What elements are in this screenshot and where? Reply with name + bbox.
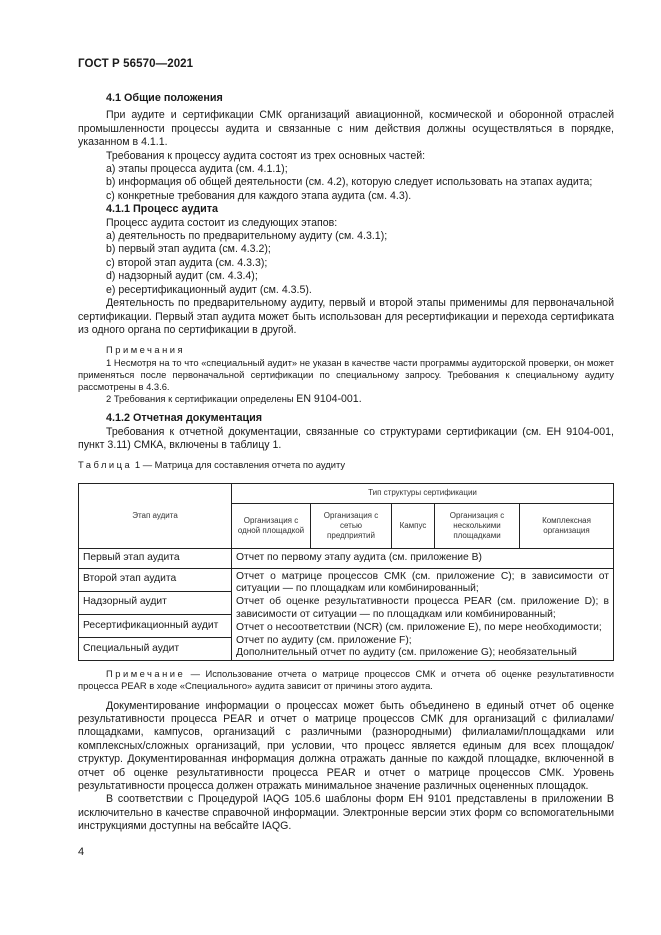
audit-report-matrix-table [78,483,614,662]
table-row-stage: Второй этап аудита [79,568,232,591]
list-item: b) первый этап аудита (см. 4.3.2); [106,243,271,256]
standard-header: ГОСТ Р 56570—2021 [78,58,194,70]
table-caption-title: 1 — Матрица для составления отчета по аудиту [132,458,346,470]
note-2-reference: EN 9104-001. [296,393,362,406]
list-item: b) информация об общей деятельности (см. 4.2), которую следует использовать на этапах аудита; [106,176,593,189]
list-item: c) конкретные требования для каждого этапа аудита (см. 4.3). [106,189,412,202]
section-4-1-2-paragraph: Требования к отчетной документации, связанные со структурами сертификации (см. ЕН 9104-001, пункт 3.11) СМКА, включены в таблицу 1. [78,425,614,452]
table-caption-word: Таблица [78,458,133,470]
report-line: Отчет по аудиту (см. приложение F); [236,634,412,646]
section-4-1-1-title: 4.1.1 Процесс аудита [106,203,218,216]
column-header-type: Организация с одной площадкой [232,503,311,548]
report-line: Отчет об оценке результативности процесса PEAR (см. приложение D); в зависимости от ситуации — по площадкам или комбинированный; [236,596,609,620]
section-4-1-1-intro: Процесс аудита состоит из следующих этапов: [106,216,338,229]
column-header-stage: Этап аудита [79,483,232,548]
list-item: a) деятельность по предварительному аудиту (см. 4.3.1); [106,230,388,243]
list-item: c) второй этап аудита (см. 4.3.3); [106,256,268,269]
column-header-type: Комплексная организация [520,503,614,548]
list-item: a) этапы процесса аудита (см. 4.1.1); [106,163,288,176]
column-header-type: Организация с несколькими площадками [435,503,520,548]
table-row-stage: Первый этап аудита [79,548,232,568]
reports-list-cell [232,568,614,661]
notes-heading: Примечания [106,344,186,356]
table-caption [78,459,614,471]
page-number: 4 [78,846,85,858]
note-2-text: 2 Требования к сертификации определены [106,393,297,405]
section-4-1-paragraph: При аудите и сертификации СМК организаций авиационной, космической и оборонной отраслей промышленности процессы аудита и связанные с ним действия должны осуществляться в порядке, указанном в 4.1.1. [78,109,614,149]
table-row-stage: Специальный аудит [79,637,232,660]
table-row-stage: Надзорный аудит [79,591,232,614]
column-header-type: Организация с сетью предприятий [311,503,392,548]
column-header-type: Кампус [392,503,435,548]
table-note [78,668,614,692]
section-4-1-1-paragraph: Деятельность по предварительному аудиту, первый и второй этапы применимы для первоначальной сертификации. Первый этап аудита может быть использован для ресертификации и перехода сертификата из одного органа по сертификации в другой. [78,297,614,336]
first-stage-report-cell: Отчет по первому этапу аудита (см. приложение В) [232,548,614,568]
section-4-1-title: 4.1 Общие положения [106,92,223,104]
section-4-1-intro: Требования к процессу аудита состоят из трех основных частей: [106,149,426,162]
report-line: Отчет о матрице процессов СМК (см. приложение С); в зависимости от ситуации — по площадкам или комбинированный; [236,570,609,595]
note-2 [78,393,614,405]
table-note-text: — Использование отчета о матрице процессов СМК и отчета об оценке результативности процесса PEAR в ходе «Специального» аудита зависит от причины этого аудита. [78,668,614,692]
list-item: e) ресертификационный аудит (см. 4.3.5). [106,283,312,296]
section-4-1-2-title: 4.1.2 Отчетная документация [106,412,263,425]
closing-paragraph: В соответствии с Процедурой IAQG 105.6 шаблоны форм ЕН 9101 представлены в приложении В исключительно в качестве справочной информации. Электронные версии этих форм со вспомогательными инструкциями доступны на вебсайте IAQG. [78,793,614,833]
table-row-stage: Ресертификационный аудит [79,614,232,637]
page-body [78,92,614,834]
report-line: Отчет о несоответствии (NCR) (см. приложение Е), по мере необходимости; [236,621,602,633]
list-item: d) надзорный аудит (см. 4.3.4); [106,270,258,283]
table-note-heading: Примечание [106,668,186,680]
column-header-group: Тип структуры сертификации [232,483,614,503]
closing-paragraph: Документирование информации о процессах может быть объединено в единый отчет об оценке результативности процесса PEAR и отчет о матрице процессов СМК для организаций с филиалами/площадками, кампусов, организаций с различными (разнородными) филиалами/площадками или комплексных/сложных организаций, при условии, что процесс является единым для всех площадок/структур. Документированная информация должна отражать данные по каждой площадке, включенной в отчет об оценке результативности процесса PEAR и отчет о матрице процессов СМК. Уровень результативности процесса должен отражать минимальное значение различных оцененных площадок. [78,699,614,792]
note-1: 1 Несмотря на то что «специальный аудит» не указан в качестве части программы аудиторской проверки, он может применяться после первоначальной сертификации по специальному запросу. Требования к специальному аудиту рассмотрены в 4.3.6. [78,356,614,392]
report-line: Дополнительный отчет по аудиту (см. приложение G); необязательный [236,647,577,659]
